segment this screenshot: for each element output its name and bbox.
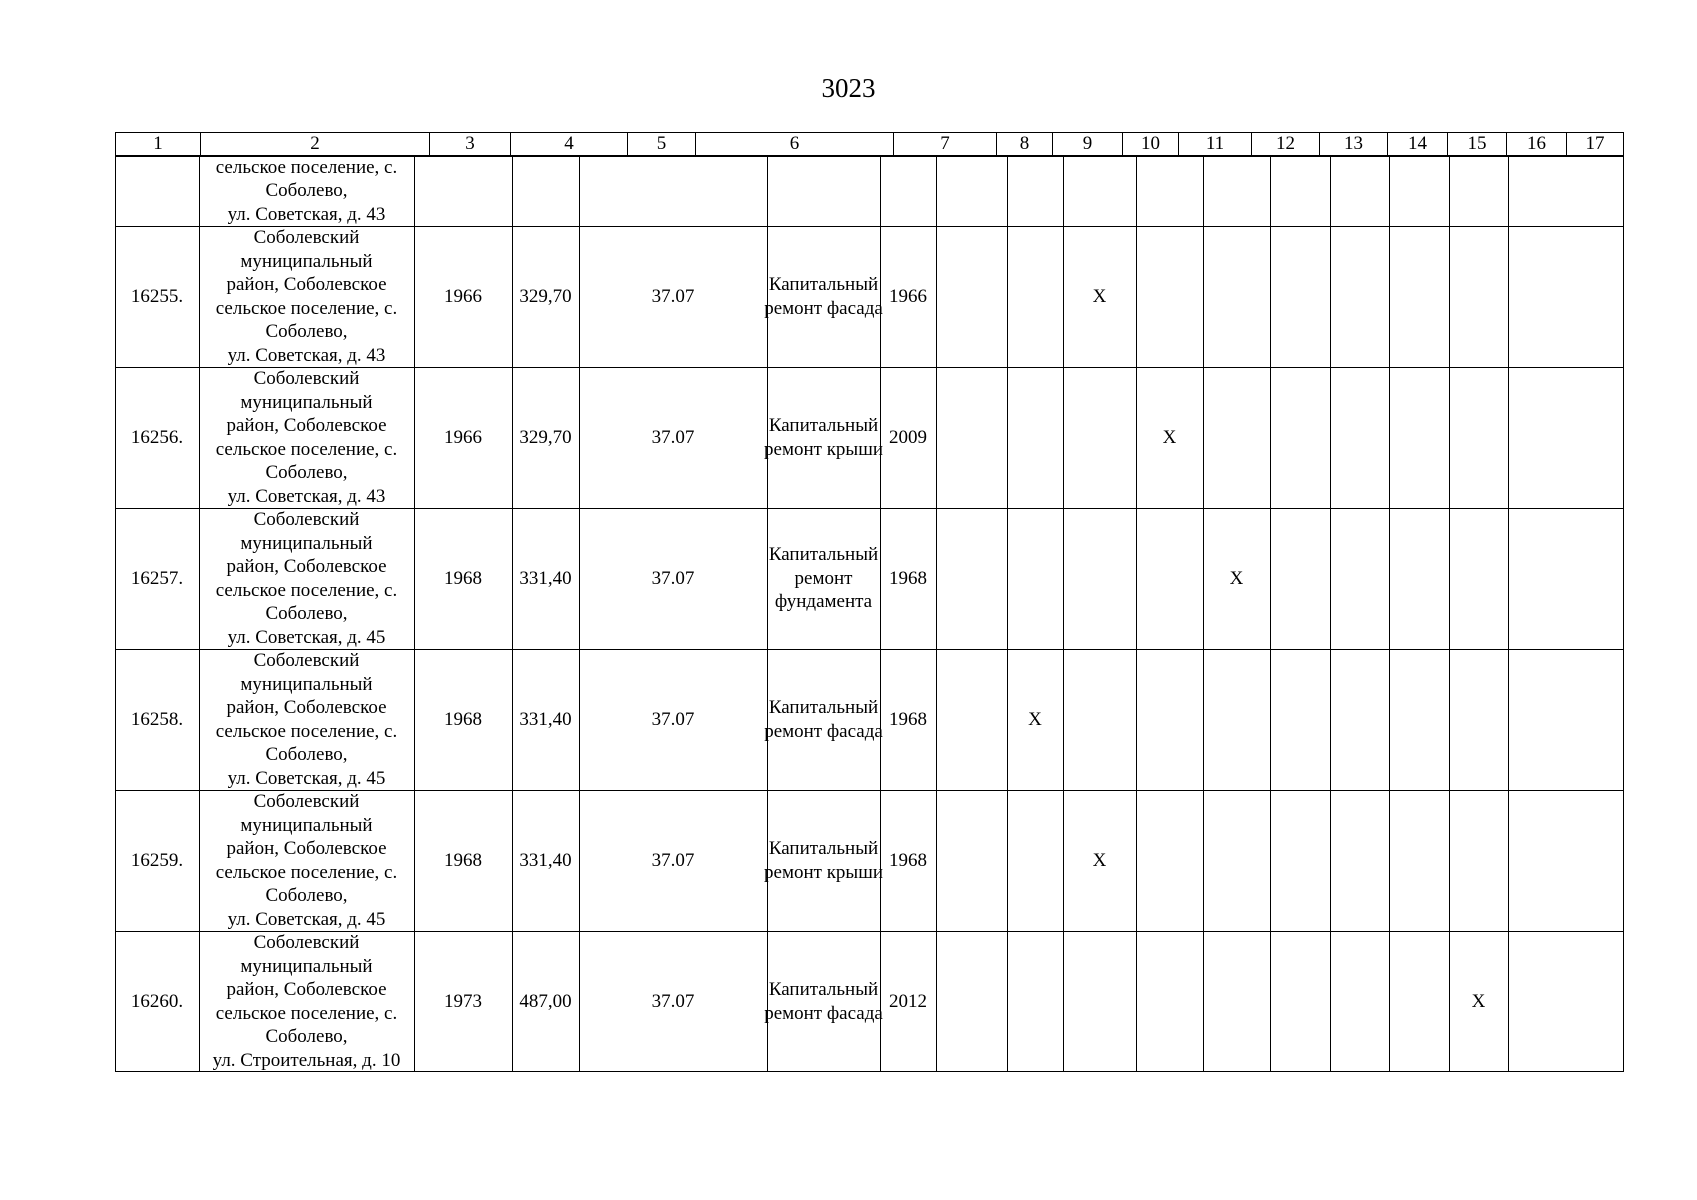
- text-line: Соболево,: [265, 180, 348, 202]
- year-cell: 2009: [889, 426, 927, 448]
- address-cell: [199, 226, 414, 367]
- text-line: сельское поселение, с.: [215, 156, 398, 178]
- address-cell: [199, 508, 414, 649]
- page-number: 3023: [821, 73, 876, 103]
- header-col-4: 4: [510, 132, 627, 156]
- text-line: муниципальный: [240, 391, 373, 413]
- text-line: Соболевский: [253, 650, 360, 671]
- mark-cell: X: [1092, 849, 1107, 871]
- year-cell: 2012: [889, 990, 927, 1012]
- code-cell: 37.07: [651, 990, 695, 1012]
- row-number-cell: 16260.: [130, 990, 184, 1012]
- header-col-6: 6: [695, 132, 893, 156]
- work-type-cell: [764, 367, 883, 508]
- area-cell: 331,40: [519, 849, 572, 871]
- text-line: район, Соболевское: [226, 697, 387, 718]
- row-number-cell: 16256.: [130, 426, 184, 448]
- address-cell: [199, 156, 414, 226]
- year-cell: 1968: [889, 708, 927, 730]
- header-col-14: 14: [1387, 132, 1447, 156]
- text-line: ул. Советская, д. 45: [227, 767, 386, 789]
- work-type-cell: [764, 790, 883, 931]
- text-line: муниципальный: [240, 532, 373, 554]
- text-line: Соболево,: [265, 744, 348, 765]
- text-line: муниципальный: [240, 250, 373, 272]
- text-line: Капитальный: [768, 274, 879, 295]
- area-cell: 329,70: [519, 285, 572, 307]
- text-line: Соболево,: [265, 1026, 348, 1047]
- text-line: Соболево,: [265, 603, 348, 624]
- text-line: Соболево,: [265, 321, 348, 342]
- column-divider: [1270, 156, 1271, 1072]
- code-cell: 37.07: [651, 426, 695, 448]
- column-divider: [1389, 156, 1390, 1072]
- header-col-1: 1: [115, 132, 200, 156]
- text-line: Соболевский: [253, 509, 360, 530]
- text-line: ул. Советская, д. 45: [227, 908, 386, 930]
- year-built-cell: 1973: [444, 990, 482, 1012]
- row-number-cell: 16259.: [130, 849, 184, 871]
- header-col-5: 5: [627, 132, 695, 156]
- header-col-2: 2: [200, 132, 429, 156]
- text-line: муниципальный: [240, 955, 373, 977]
- address-cell: [199, 649, 414, 790]
- text-line: район, Соболевское: [226, 556, 387, 577]
- header-col-15: 15: [1447, 132, 1506, 156]
- text-line: фундамента: [774, 591, 873, 613]
- mark-cell: X: [1028, 708, 1042, 730]
- mark-cell: X: [1092, 285, 1107, 307]
- year-built-cell: 1968: [444, 849, 482, 871]
- text-line: Капитальный: [768, 544, 879, 566]
- mark-cell: X: [1229, 567, 1244, 589]
- header-col-13: 13: [1319, 132, 1387, 156]
- year-cell: 1966: [889, 285, 927, 307]
- text-line: Соболевский: [253, 932, 360, 953]
- text-line: сельское поселение, с.: [215, 1002, 398, 1024]
- code-cell: 37.07: [651, 285, 695, 307]
- column-divider: [936, 156, 937, 1072]
- header-col-7: 7: [893, 132, 996, 156]
- text-line: сельское поселение, с.: [215, 861, 398, 883]
- header-col-10: 10: [1122, 132, 1178, 156]
- text-line: ремонт фасада: [764, 1002, 883, 1024]
- column-divider: [1623, 156, 1624, 1072]
- address-cell: [199, 367, 414, 508]
- text-line: район, Соболевское: [226, 979, 387, 1000]
- year-cell: 1968: [889, 567, 927, 589]
- area-cell: 329,70: [519, 426, 572, 448]
- text-line: ремонт: [794, 567, 853, 589]
- year-built-cell: 1966: [444, 426, 482, 448]
- mark-cell: X: [1471, 990, 1486, 1012]
- text-line: Соболевский: [253, 791, 360, 812]
- text-line: ремонт крыши: [764, 438, 883, 460]
- text-line: ул. Советская, д. 43: [227, 344, 386, 366]
- column-divider: [1007, 156, 1008, 1072]
- text-line: сельское поселение, с.: [215, 720, 398, 742]
- text-line: Соболевский: [253, 368, 360, 389]
- column-divider: [1508, 156, 1509, 1072]
- address-cell: [199, 790, 414, 931]
- address-cell: [199, 931, 414, 1072]
- text-line: ремонт фасада: [764, 297, 883, 319]
- header-col-16: 16: [1506, 132, 1566, 156]
- text-line: ул. Советская, д. 43: [227, 485, 386, 507]
- work-type-cell: [764, 649, 883, 790]
- text-line: сельское поселение, с.: [215, 297, 398, 319]
- text-line: ул. Советская, д. 45: [227, 626, 386, 648]
- row-number-cell: 16258.: [130, 708, 184, 730]
- text-line: Капитальный: [768, 838, 879, 859]
- text-line: район, Соболевское: [226, 838, 387, 859]
- text-line: Капитальный: [768, 415, 879, 436]
- code-cell: 37.07: [651, 567, 695, 589]
- text-line: муниципальный: [240, 673, 373, 695]
- work-type-cell: [764, 226, 883, 367]
- header-col-9: 9: [1052, 132, 1122, 156]
- code-cell: 37.07: [651, 708, 695, 730]
- text-line: ремонт крыши: [764, 861, 883, 883]
- header-col-11: 11: [1178, 132, 1251, 156]
- mark-cell: X: [1162, 426, 1177, 448]
- text-line: ремонт фасада: [764, 720, 883, 742]
- text-line: Соболево,: [265, 462, 348, 483]
- column-divider: [1330, 156, 1331, 1072]
- header-col-17: 17: [1566, 132, 1624, 156]
- text-line: район, Соболевское: [226, 415, 387, 436]
- year-built-cell: 1968: [444, 567, 482, 589]
- code-cell: 37.07: [651, 849, 695, 871]
- column-divider: [1136, 156, 1137, 1072]
- year-cell: 1968: [889, 849, 927, 871]
- table-header-row: [115, 132, 1624, 156]
- text-line: муниципальный: [240, 814, 373, 836]
- text-line: ул. Советская, д. 43: [227, 203, 386, 225]
- text-line: Капитальный: [768, 979, 879, 1000]
- area-cell: 487,00: [519, 990, 572, 1012]
- text-line: сельское поселение, с.: [215, 438, 398, 460]
- text-line: район, Соболевское: [226, 274, 387, 295]
- header-col-3: 3: [429, 132, 510, 156]
- text-line: ул. Строительная, д. 10: [212, 1049, 401, 1071]
- work-type-cell: [767, 508, 880, 649]
- header-col-12: 12: [1251, 132, 1319, 156]
- text-line: сельское поселение, с.: [215, 579, 398, 601]
- header-col-8: 8: [996, 132, 1052, 156]
- work-type-cell: [764, 931, 883, 1072]
- row-number-cell: 16257.: [130, 567, 184, 589]
- year-built-cell: 1968: [444, 708, 482, 730]
- text-line: Соболевский: [253, 227, 360, 248]
- row-number-cell: 16255.: [130, 285, 184, 307]
- data-table: [115, 156, 1624, 1072]
- text-line: Капитальный: [768, 697, 879, 718]
- area-cell: 331,40: [519, 708, 572, 730]
- text-line: Соболево,: [265, 885, 348, 906]
- area-cell: 331,40: [519, 567, 572, 589]
- year-built-cell: 1966: [444, 285, 482, 307]
